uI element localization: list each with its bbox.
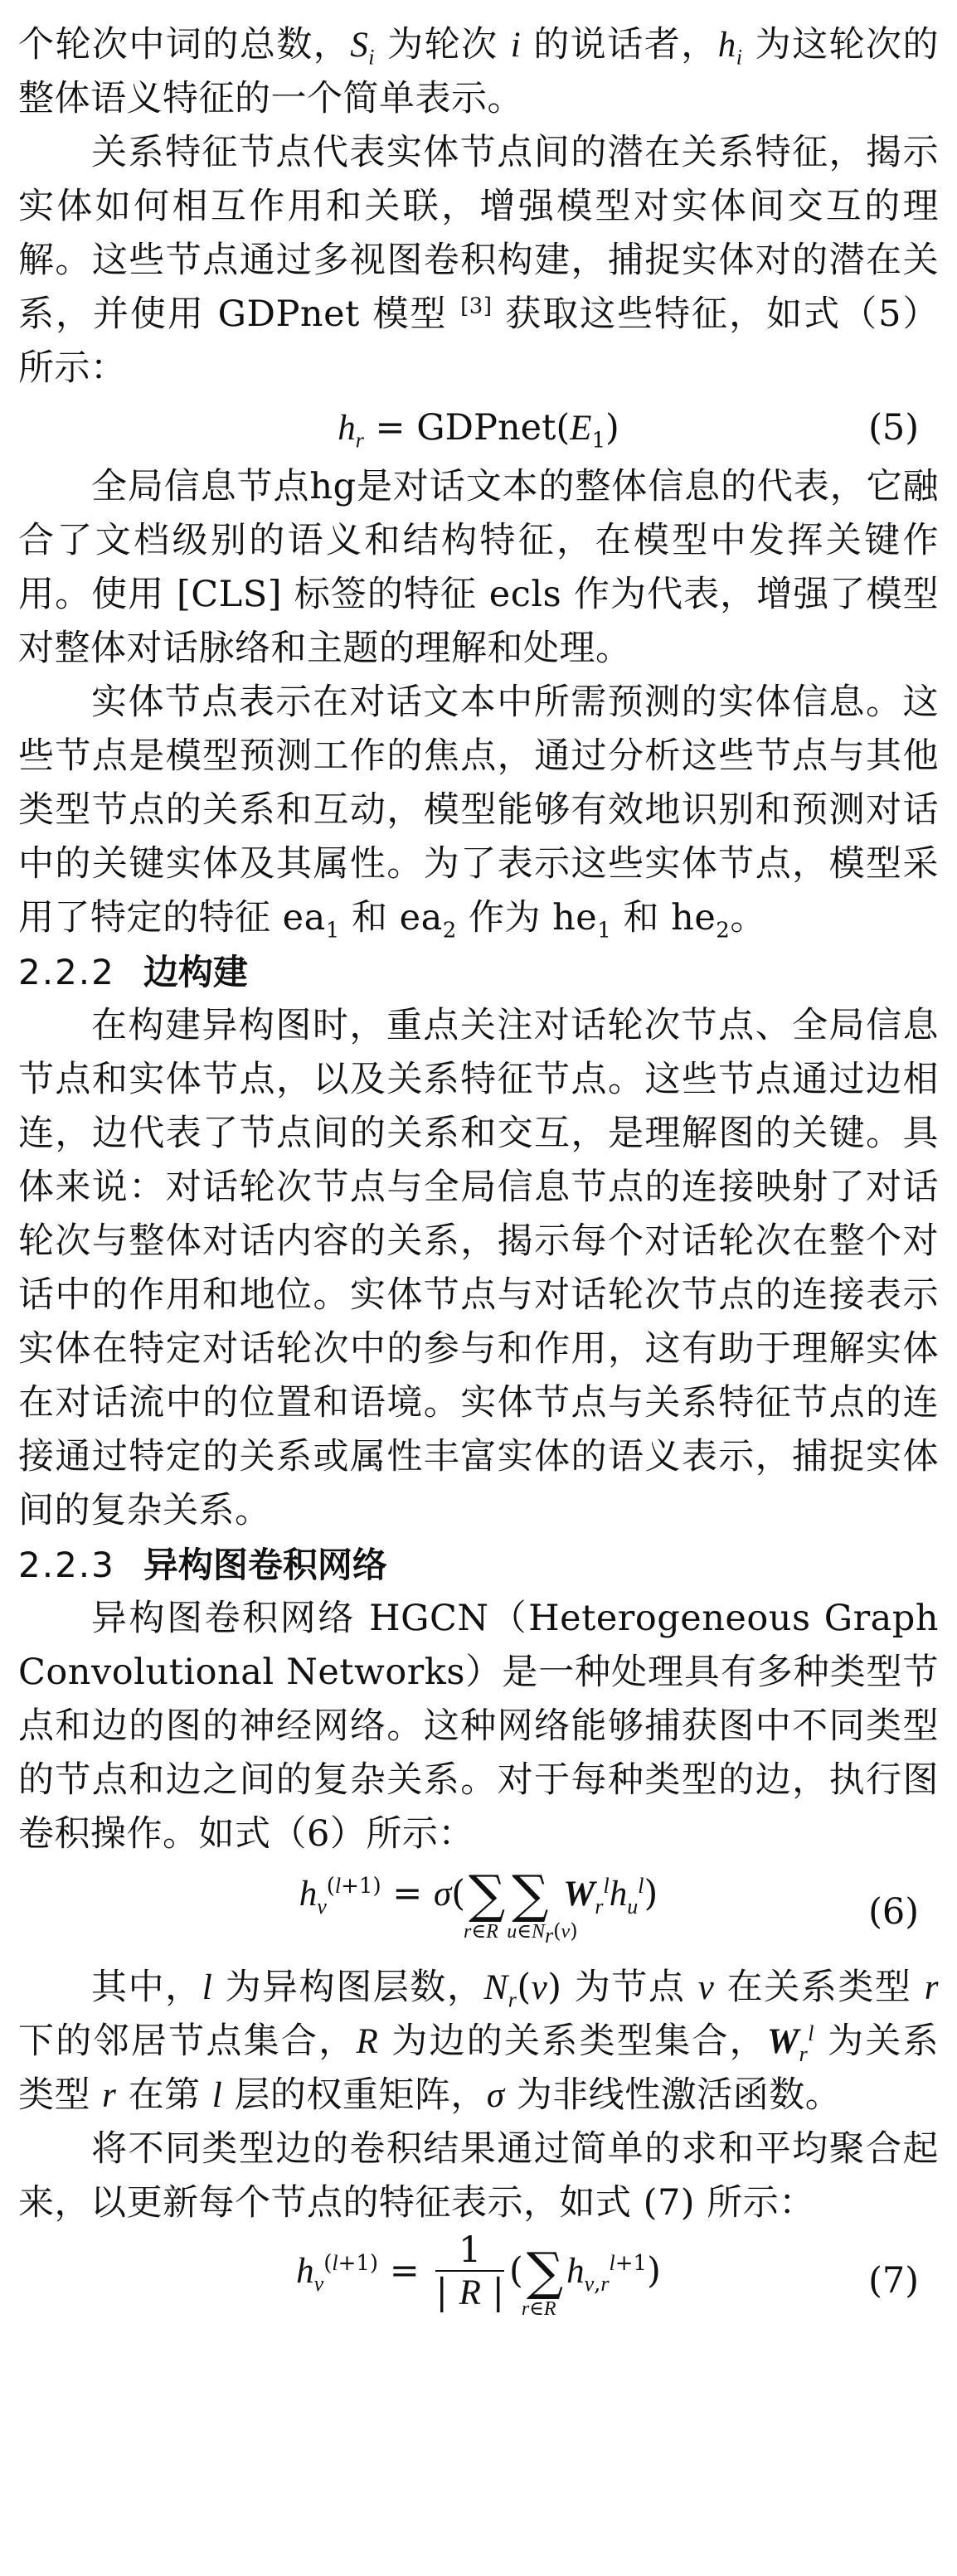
paragraph-turn-definition: 个轮次中词的总数，$S_i$ 为轮次 i 的说话者，$h_i$ 为这轮次的整体语义特征的一个简单表示。 xyxy=(18,24,939,119)
paragraph-aggregation: 将不同类型边的卷积结果通过简单的求和平均聚合起来，以更新每个节点的特征表示，如式 (7) 所示： xyxy=(18,2128,939,2224)
paragraph-variable-definitions: 其中，l 为异构图层数，$N_r(v)$ 为节点 v 在关系类型 r 下的邻居节点集合，R 为边的关系类型集合，$W_r^l$ 为关系类型 r 在第 l 层的权重矩阵，σ 为非线性激活函数。 xyxy=(18,1967,940,2116)
paragraph-global-node: 全局信息节点hg是对话文本的整体信息的代表，它融合了文档级别的语义和结构特征，在模型中发挥关键作用。使用 [CLS] 标签的特征 ecls 作为代表，增强了模型对整体对话脉络和主题的理解和处理。 xyxy=(18,466,939,669)
equation-6-number: (6) xyxy=(868,1891,919,1933)
paragraph-relation-feature-node: 关系特征节点代表实体节点间的潜在关系特征，揭示实体如何相互作用和关联，增强模型对实体间交互的理解。这些节点通过多视图卷积构建，捕捉实体对的潜在关系，并使用 GDPnet 模型 [3] 获取这些特征，如式（5）所示： xyxy=(18,132,939,389)
equation-6-body: $h_v^{(l+1)} = \sigma(\sum$ r∈R ∑ $u\in N_r(v)$ $W_r^lh_u^l$) xyxy=(299,1864,658,1948)
equation-5-body: $h_r$ = $GDPnet(E_1)$ xyxy=(338,407,619,454)
section-heading-2-2-3 xyxy=(18,1538,939,1592)
equation-5 xyxy=(18,395,939,460)
paragraph-hgcn-intro: 异构图卷积网络 HGCN（Heterogeneous Graph Convolutional Networks）是一种处理具有多种类型节点和边的图的神经网络。这种网络能够捕获图中不同类型的节点和边之间的复杂关系。对于每种类型的边，执行图卷积操作。如式（6）所示： xyxy=(18,1598,939,1855)
equation-5-number: (5) xyxy=(868,407,919,449)
equation-7-number: (7) xyxy=(868,2260,919,2302)
equation-7-numerator: 1 xyxy=(435,2230,504,2272)
equation-6 xyxy=(18,1861,939,1961)
paragraph-entity-node: 实体节点表示在对话文本中所需预测的实体信息。这些节点是模型预测工作的焦点，通过分析这些节点与其他类型节点的关系和互动，模型能够有效地识别和预测对话中的关键实体及其属性。为了表示这些实体节点，模型采用了特定的特征 $ea_1$ 和 $ea_2$ 作为 $he_1$ 和 $he_2$。 xyxy=(18,682,939,944)
paragraph-edge-construction: 在构建异构图时，重点关注对话轮次节点、全局信息节点和实体节点，以及关系特征节点。这些节点通过边相连，边代表了节点间的关系和交互，是理解图的关键。具体来说：对话轮次节点与全局信息节点的连接映射了对话轮次与整体对话内容的关系，揭示每个对话轮次在整个对话中的作用和地位。实体节点与对话轮次节点的连接表示实体在特定对话轮次中的参与和作用，这有助于理解实体在对话流中的位置和语境。实体节点与关系特征节点的连接通过特定的关系或属性丰富实体的语义表示，捕捉实体间的复杂关系。 xyxy=(18,1005,939,1531)
section-title: 异构图卷积网络 xyxy=(143,1545,387,1585)
equation-7-body: $h_v^{(l+1)}$ = $\frac{1}{| R |}$ (∑ r∈R $h_{v,r}^{l+1}$) xyxy=(296,2229,661,2320)
section-number: 2.2.2 xyxy=(18,952,115,992)
section-number: 2.2.3 xyxy=(18,1545,115,1585)
equation-7 xyxy=(18,2230,939,2330)
section-heading-2-2-2 xyxy=(18,945,939,999)
section-title: 边构建 xyxy=(143,952,248,992)
